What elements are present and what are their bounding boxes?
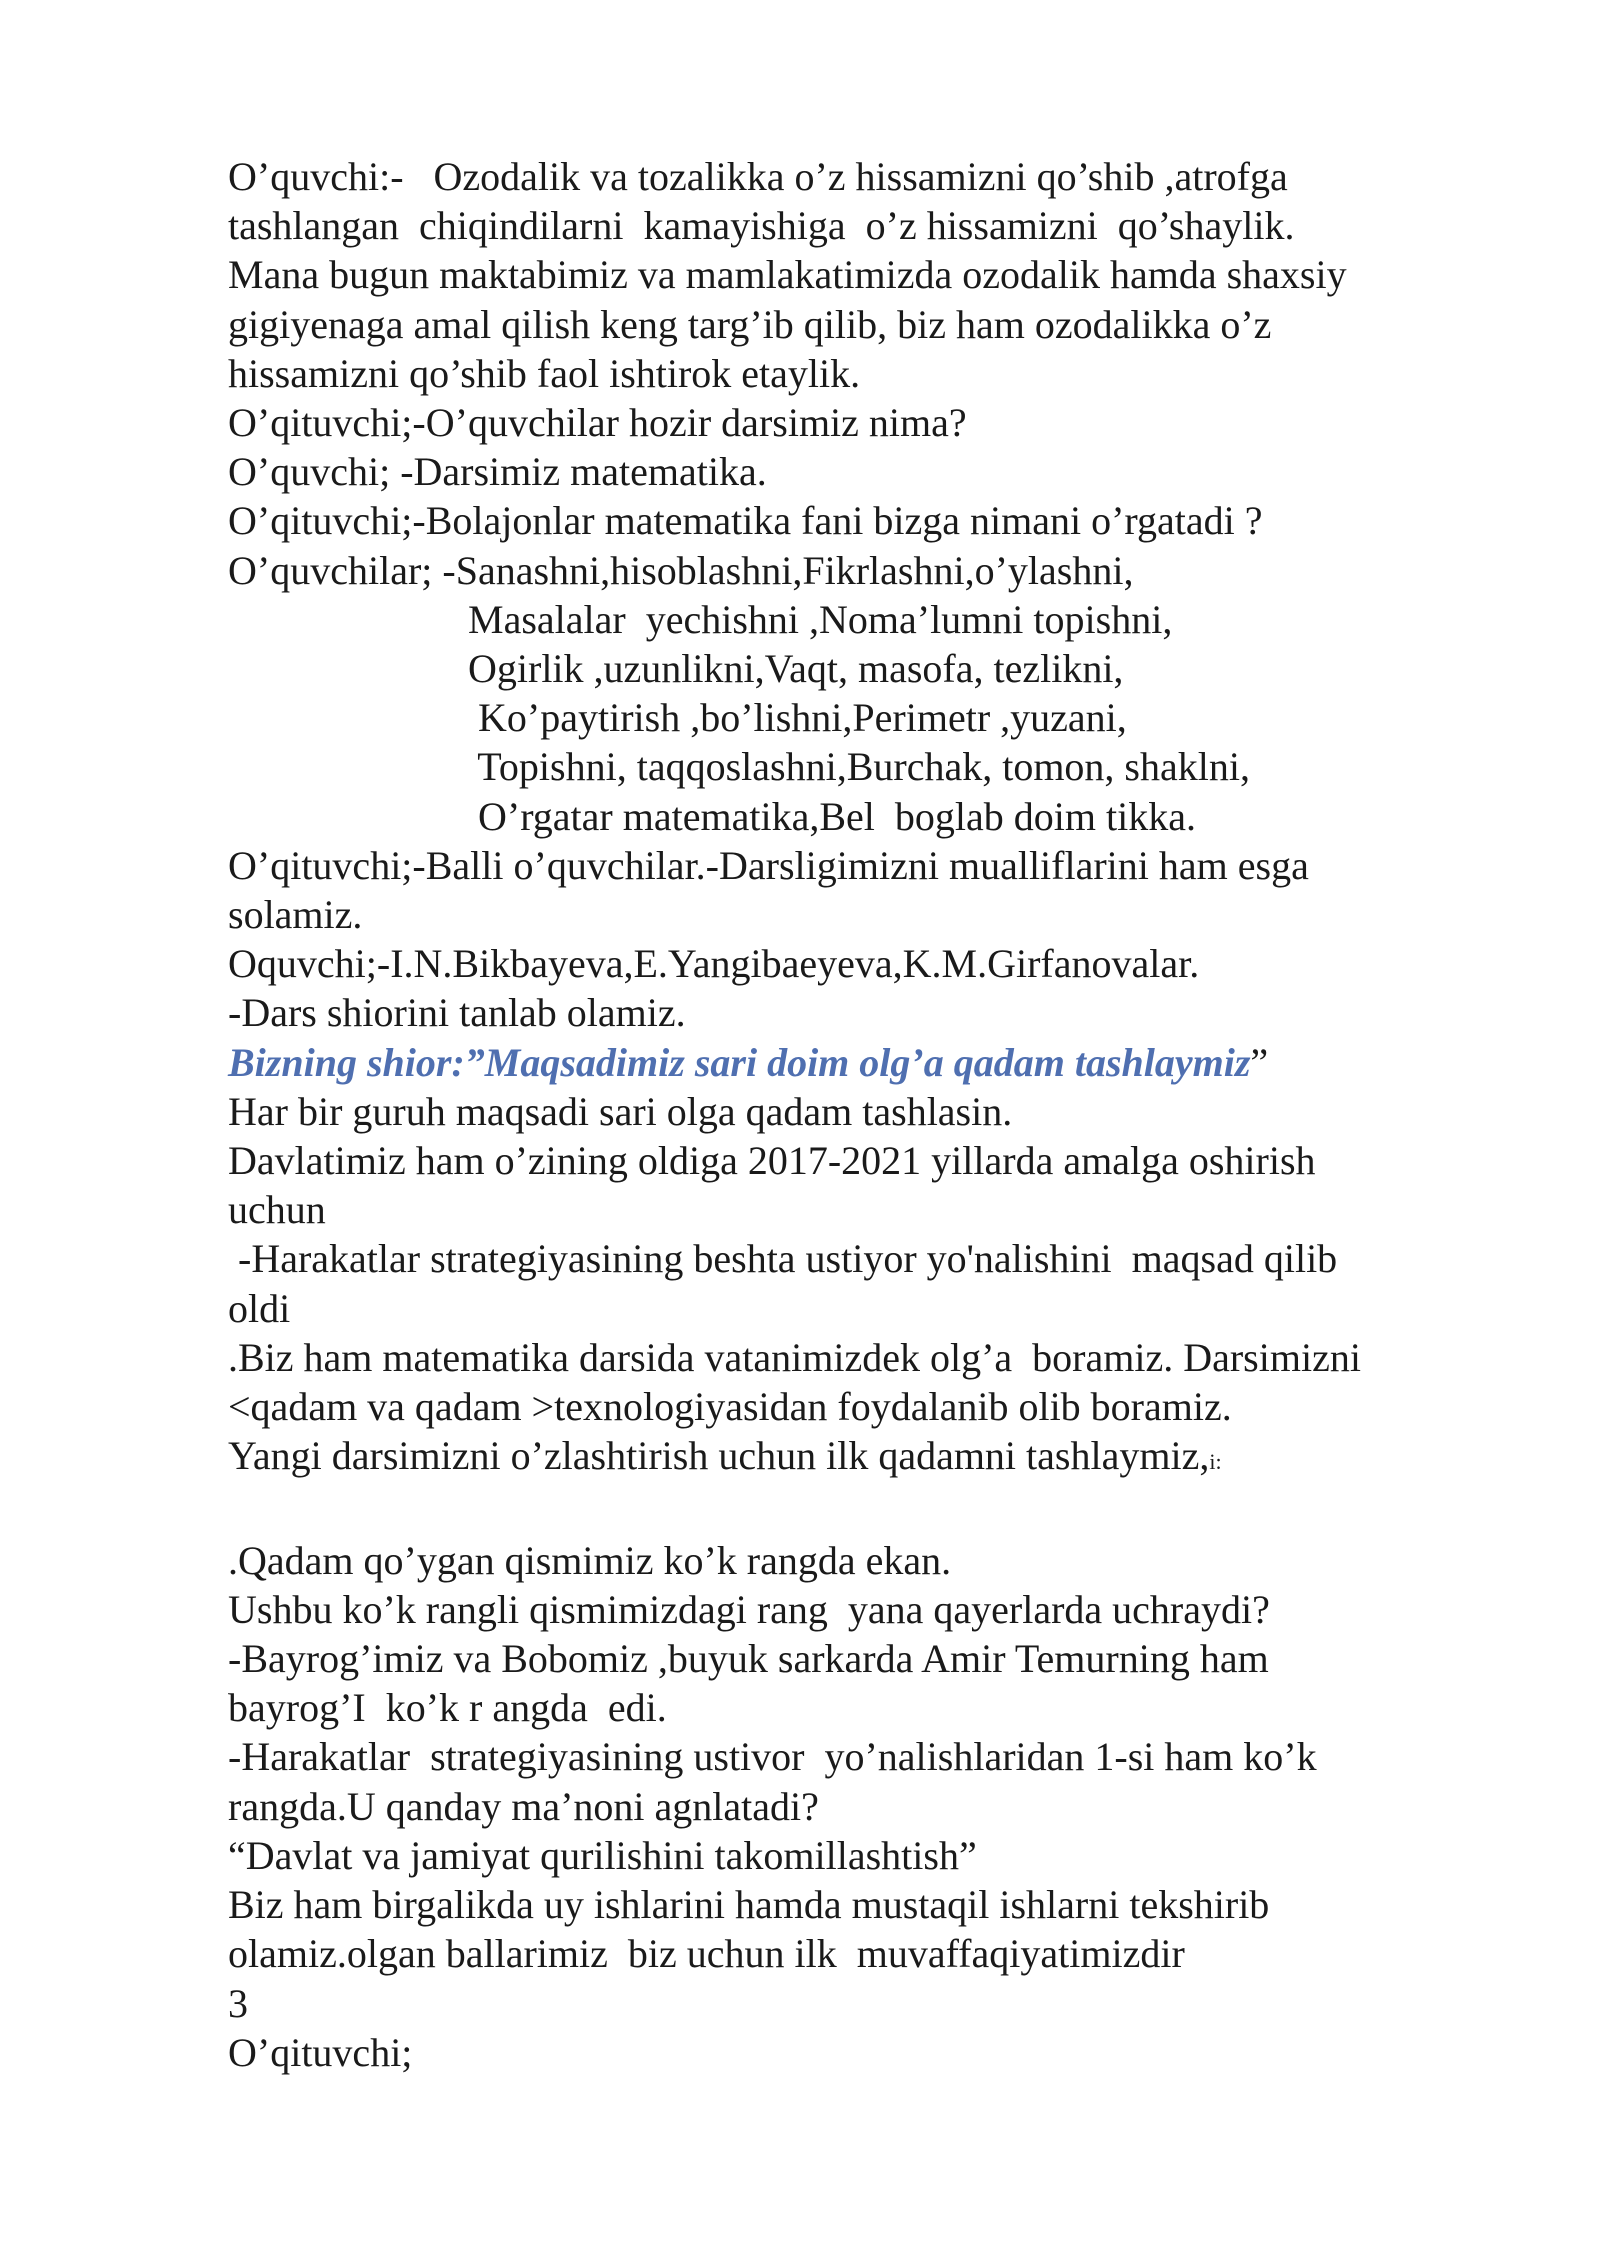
text-line: O’quvchi; -Darsimiz matematika. [228, 449, 767, 495]
text-line: Mana bugun maktabimiz va mamlakatimizda ozodalik hamda shaxsiy [228, 252, 1347, 298]
text-line: Biz ham birgalikda uy ishlarini hamda mustaqil ishlarni tekshirib [228, 1882, 1270, 1928]
page-number: 3 [228, 1980, 248, 2026]
text-line: Topishni, taqqoslashni,Burchak, tomon, shaklni, [228, 744, 1250, 790]
text-line: O’rgatar matematika,Bel boglab doim tikka. [228, 793, 1196, 839]
text-line: Davlatimiz ham o’zining oldiga 2017-2021 yillarda amalga oshirish [228, 1138, 1316, 1184]
text-line: uchun [228, 1187, 326, 1233]
slogan-closing-quote: ” [1250, 1039, 1269, 1085]
text-line: Ogirlik ,uzunlikni,Vaqt, masofa, tezlikni, [228, 646, 1124, 692]
slogan-text: Bizning shior:”Maqsadimiz sari doim olg’a qadam tashlaymiz [228, 1039, 1251, 1085]
text-line-with-small-tail [228, 1431, 1478, 1486]
text-line: Masalalar yechishni ,Noma’lumni topishni, [228, 596, 1173, 642]
text-line: gigiyenaga amal qilish keng targ’ib qilib, biz ham ozodalikka o’z [228, 301, 1272, 347]
text-line: O’qituvchi;-Bolajonlar matematika fani bizga nimani o’rgatadi ? [228, 498, 1263, 544]
text-line: Har bir guruh maqsadi sari olga qadam tashlasin. [228, 1088, 1013, 1134]
text-line: bayrog’I ko’k r angda edi. [228, 1685, 667, 1731]
text-line: Ko’paytirish ,bo’lishni,Perimetr ,yuzani, [228, 695, 1127, 741]
text-line: -Bayrog’imiz va Bobomiz ,buyuk sarkarda Amir Temurning ham [228, 1636, 1269, 1682]
text-line: oldi [228, 1285, 291, 1331]
text-line: “Davlat va jamiyat qurilishini takomillashtish” [228, 1832, 977, 1878]
text-line: -Harakatlar strategiyasining beshta ustiyor yo'nalishini maqsad qilib [228, 1236, 1338, 1282]
text-line: .Biz ham matematika darsida vatanimizdek olg’a boramiz. Darsimizni [228, 1334, 1361, 1380]
text-line: tashlangan chiqindilarni kamayishiga o’z hissamizni qo’shaylik. [228, 203, 1295, 249]
text-line: O’qituvchi; [228, 2029, 413, 2075]
slogan-line [228, 1038, 1478, 1087]
text-line: <qadam va qadam >texnologiyasidan foydalanib olib boramiz. [228, 1384, 1232, 1430]
text-line: Oquvchi;-I.N.Bikbayeva,E.Yangibaeyeva,K.M.Girfanovalar. [228, 941, 1200, 987]
blank-line [228, 1486, 1478, 1535]
text-line: hissamizni qo’shib faol ishtirok etaylik. [228, 350, 861, 396]
text-small-tail: i: [1209, 1449, 1222, 1475]
text-line: Ushbu ko’k rangli qismimizdagi rang yana qayerlarda uchraydi? [228, 1586, 1270, 1632]
text-line: .Qadam qo’ygan qismimiz ko’k rangda ekan. [228, 1537, 952, 1583]
text-line: O’quvchilar; -Sanashni,hisoblashni,Fikrlashni,o’ylashni, [228, 547, 1134, 593]
text-line: O’qituvchi;-Balli o’quvchilar.-Darsligimizni mualliflarini ham esga [228, 842, 1309, 888]
text-line: -Harakatlar strategiyasining ustivor yo’nalishlaridan 1-si ham ko’k [228, 1734, 1317, 1780]
text-main: Yangi darsimizni o’zlashtirish uchun ilk qadamni tashlaymiz, [228, 1433, 1210, 1479]
text-line: olamiz.olgan ballarimiz biz uchun ilk muvaffaqiyatimizdir [228, 1931, 1185, 1977]
text-line: -Dars shiorini tanlab olamiz. [228, 990, 686, 1036]
document-body [228, 152, 1478, 2077]
text-line: solamiz. [228, 892, 363, 938]
text-line: O’qituvchi;-O’quvchilar hozir darsimiz nima? [228, 400, 967, 446]
text-line: O’quvchi:- Ozodalik va tozalikka o’z hissamizni qo’shib ,atrofga [228, 154, 1288, 199]
text-line: rangda.U qanday ma’noni agnlatadi? [228, 1783, 819, 1829]
